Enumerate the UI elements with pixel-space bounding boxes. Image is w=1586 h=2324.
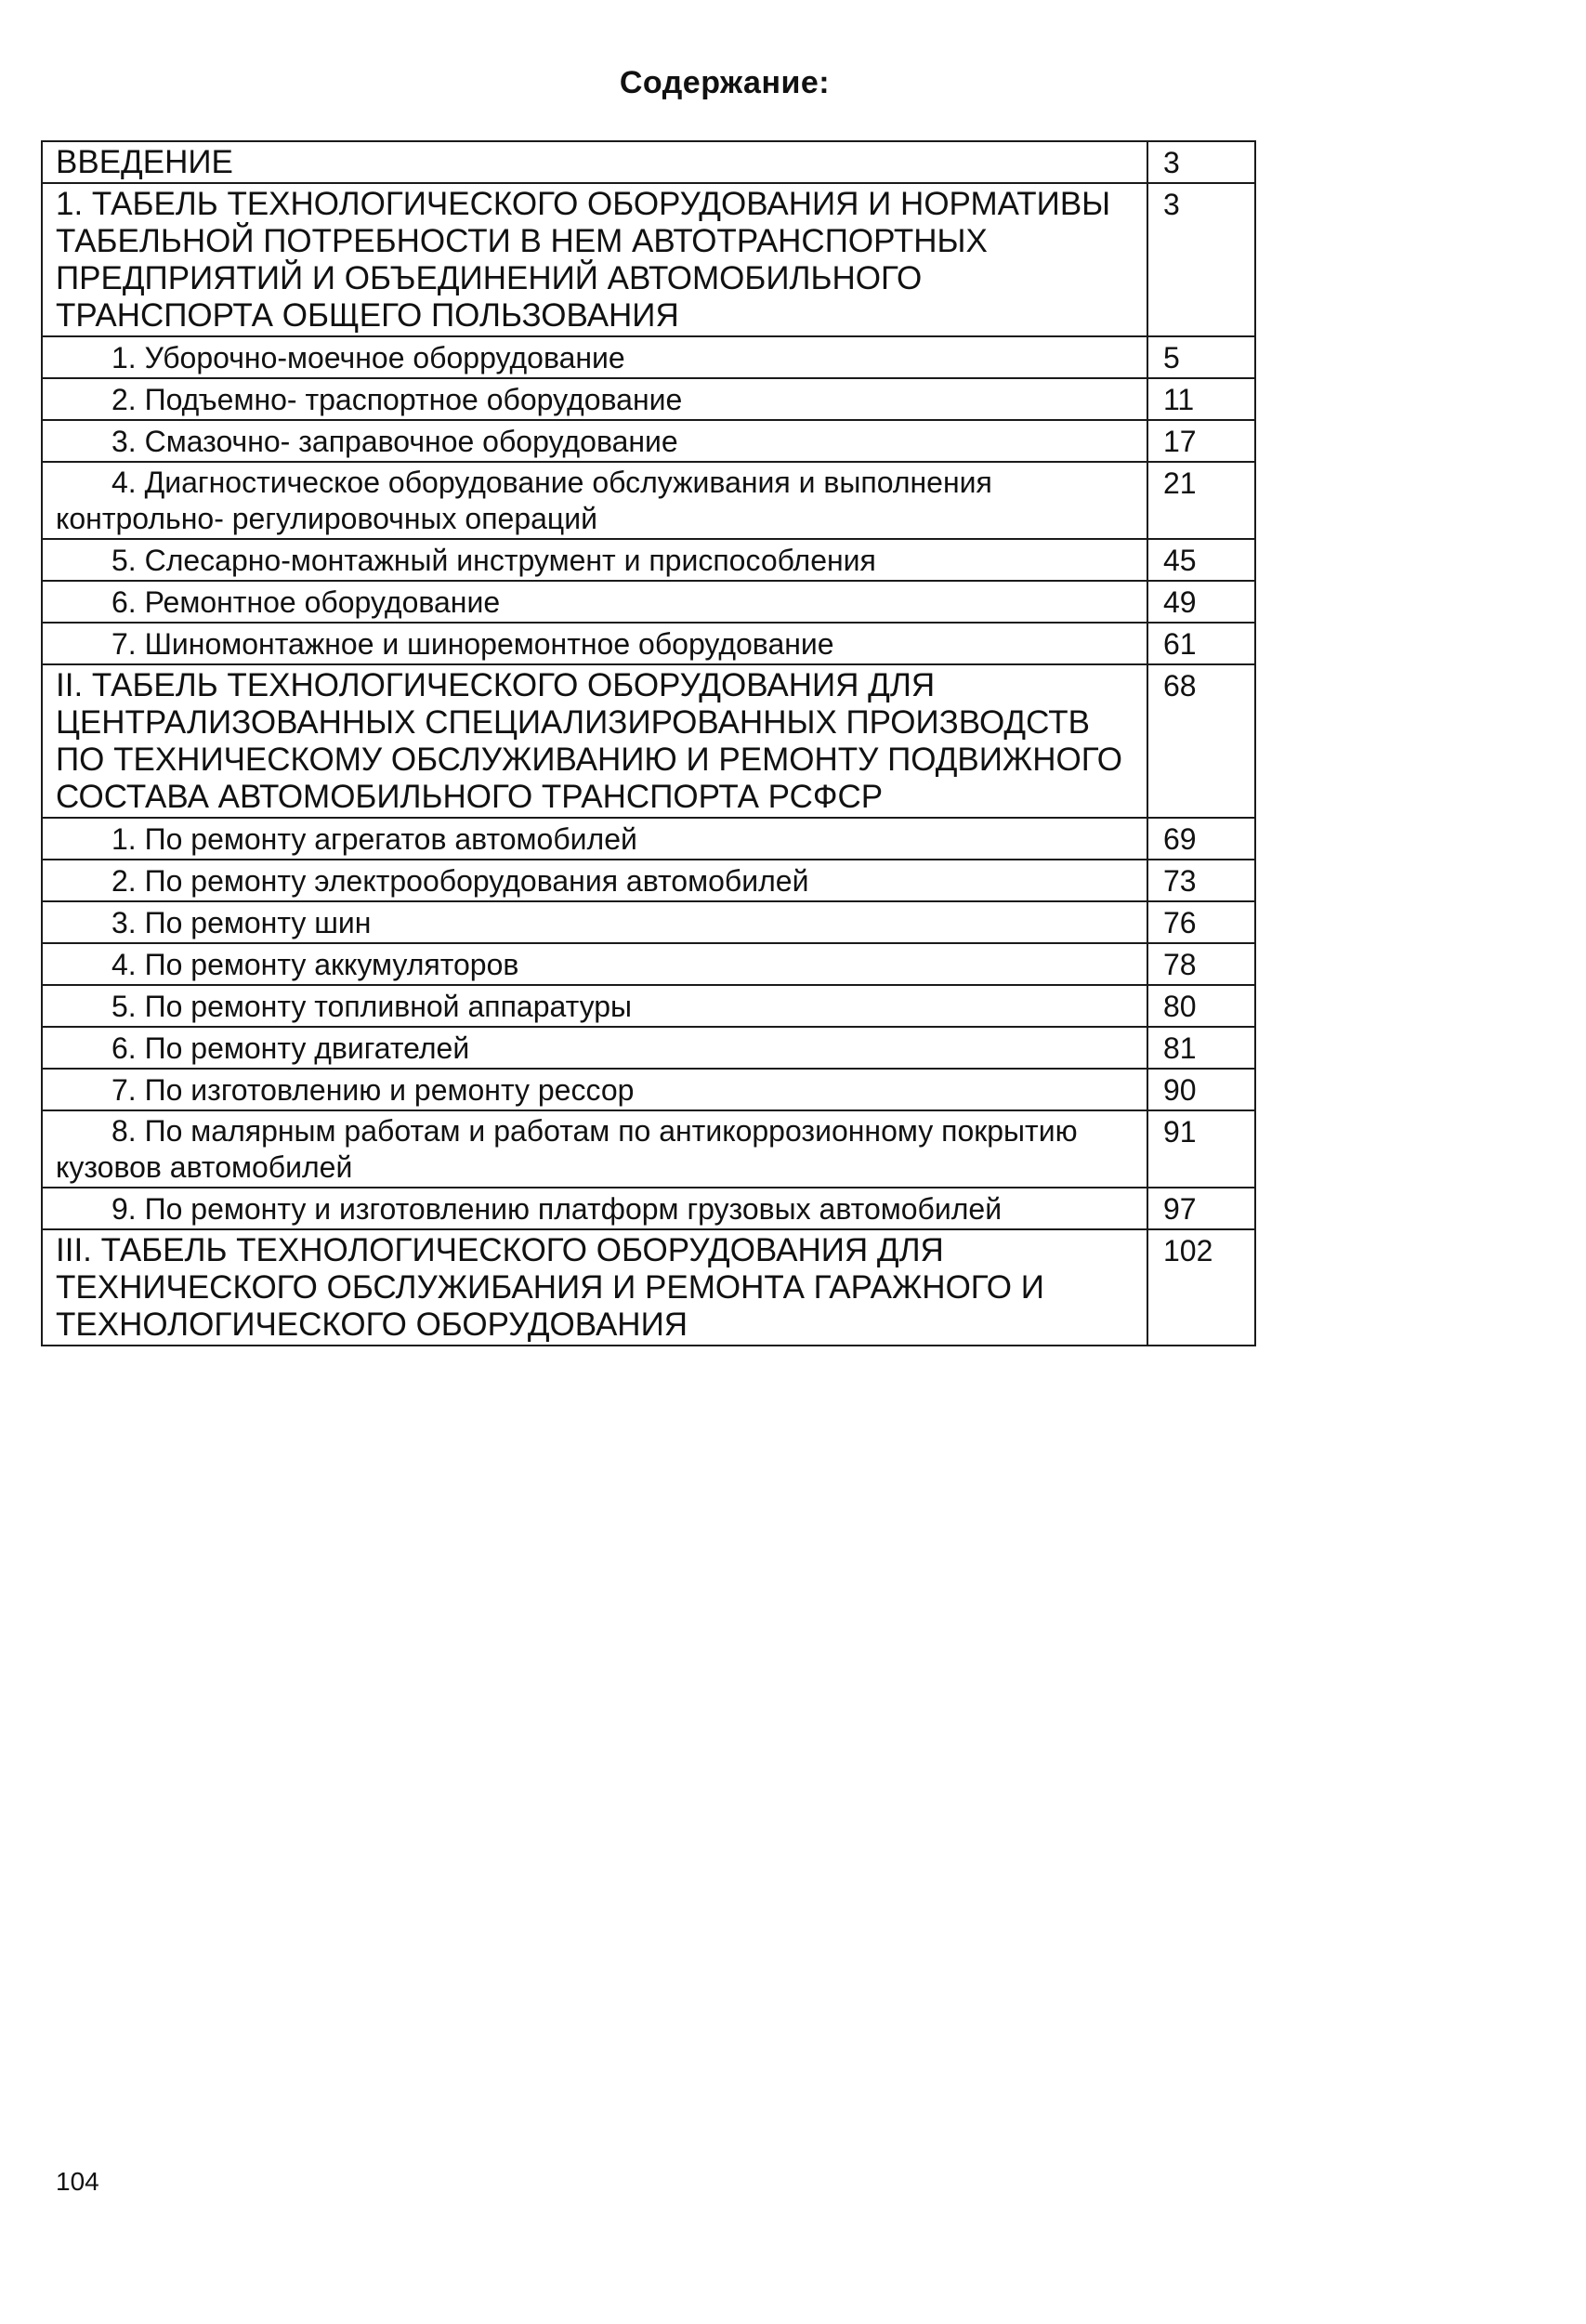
toc-page-cell	[1147, 378, 1255, 420]
toc-entry-title: ВВЕДЕНИЕ	[56, 144, 233, 180]
table-row	[42, 378, 1255, 420]
toc-page-cell	[1147, 623, 1255, 664]
table-row	[42, 901, 1255, 943]
toc-entry-title: 1. По ремонту агрегатов автомобилей	[111, 822, 637, 856]
table-row	[42, 664, 1255, 818]
toc-entry-cell	[42, 183, 1147, 336]
toc-page-cell	[1147, 1188, 1255, 1229]
table-row	[42, 462, 1255, 539]
toc-entry-cell	[42, 860, 1147, 901]
toc-page-cell	[1147, 141, 1255, 183]
toc-entry-cell	[42, 901, 1147, 943]
table-row	[42, 943, 1255, 985]
toc-page-cell	[1147, 183, 1255, 336]
toc-entry-title: 6. Ремонтное оборудование	[111, 585, 501, 619]
table-row	[42, 581, 1255, 623]
toc-page-cell	[1147, 420, 1255, 462]
table-row	[42, 1229, 1255, 1346]
toc-page-cell	[1147, 943, 1255, 985]
toc-page-number: 76	[1163, 906, 1197, 939]
toc-entry-title: 7. По изготовлению и ремонту рессор	[111, 1073, 635, 1107]
toc-page-number: 61	[1163, 627, 1197, 661]
toc-page-cell	[1147, 901, 1255, 943]
toc-entry-title: 1. ТАБЕЛЬ ТЕХНОЛОГИЧЕСКОГО ОБОРУДОВАНИЯ И НОРМАТИВЫ ТАБЕЛЬНОЙ ПОТРЕБНОСТИ В НЕМ АВТОТРАНСПОРТНЫХ ПРЕДПРИЯТИЙ И ОБЪЕДИНЕНИЙ АВТОМОБИЛЬНОГО ТРАНСПОРТА ОБЩЕГО ПОЛЬЗОВАНИЯ	[56, 186, 1111, 334]
toc-entry-title: 4. По ремонту аккумуляторов	[111, 948, 519, 981]
toc-entry-cell	[42, 1069, 1147, 1110]
page-number: 104	[56, 2167, 99, 2196]
toc-page-cell	[1147, 1229, 1255, 1346]
table-row	[42, 1110, 1255, 1188]
toc-entry-title: 8. По малярным работам и работам по антикоррозионному покрытию кузовов автомобилей	[56, 1114, 1078, 1184]
toc-page-cell	[1147, 1027, 1255, 1069]
toc-entry-title: 5. По ремонту топливной аппаратуры	[111, 990, 633, 1023]
toc-entry-cell	[42, 1027, 1147, 1069]
toc-entry-cell	[42, 1188, 1147, 1229]
toc-entry-cell	[42, 141, 1147, 183]
toc-entry-title: 1. Уборочно-моечное оборрудование	[111, 341, 625, 374]
toc-entry-cell	[42, 1110, 1147, 1188]
toc-page-cell	[1147, 860, 1255, 901]
toc-entry-title: III. ТАБЕЛЬ ТЕХНОЛОГИЧЕСКОГО ОБОРУДОВАНИЯ ДЛЯ ТЕХНИЧЕСКОГО ОБСЛУЖИБАНИЯ И РЕМОНТА ГАРАЖНОГО И ТЕХНОЛОГИЧЕСКОГО ОБОРУДОВАНИЯ	[56, 1232, 1044, 1343]
table-row	[42, 1027, 1255, 1069]
toc-entry-cell	[42, 818, 1147, 860]
toc-entry-cell	[42, 420, 1147, 462]
page-title: Содержание:	[619, 65, 831, 100]
toc-entry-title: 2. Подъемно- траспортное оборудование	[111, 383, 683, 416]
toc-page-number: 11	[1163, 383, 1195, 416]
toc-page-number: 73	[1163, 864, 1197, 898]
toc-entry-title: 5. Слесарно-монтажный инструмент и приспособления	[111, 544, 876, 577]
toc-page-number: 90	[1163, 1073, 1197, 1107]
toc-entry-cell	[42, 943, 1147, 985]
table-row	[42, 985, 1255, 1027]
toc-page-number: 21	[1163, 466, 1197, 500]
toc-page-number: 91	[1163, 1115, 1197, 1149]
toc-entry-cell	[42, 336, 1147, 378]
toc-entry-title: 3. По ремонту шин	[111, 906, 372, 939]
toc-entry-cell	[42, 539, 1147, 581]
table-row	[42, 1188, 1255, 1229]
toc-page-number: 3	[1163, 146, 1180, 179]
toc-page-number: 81	[1163, 1031, 1197, 1065]
toc-page-number: 5	[1163, 341, 1180, 374]
table-row	[42, 539, 1255, 581]
toc-page-number: 80	[1163, 990, 1197, 1023]
toc-page-number: 49	[1163, 585, 1197, 619]
toc-entry-cell	[42, 985, 1147, 1027]
toc-entry-title: 7. Шиномонтажное и шиноремонтное оборудование	[111, 627, 834, 661]
toc-page-number: 17	[1163, 425, 1197, 458]
table-row	[42, 336, 1255, 378]
table-row	[42, 623, 1255, 664]
toc-page-cell	[1147, 985, 1255, 1027]
toc-entry-title: II. ТАБЕЛЬ ТЕХНОЛОГИЧЕСКОГО ОБОРУДОВАНИЯ ДЛЯ ЦЕНТРАЛИЗОВАННЫХ СПЕЦИАЛИЗИРОВАННЫХ ПРОИЗВОДСТВ ПО ТЕХНИЧЕСКОМУ ОБСЛУЖИВАНИЮ И РЕМОНТУ ПОДВИЖНОГО СОСТАВА АВТОМОБИЛЬНОГО ТРАНСПОРТА РСФСР	[56, 667, 1122, 815]
toc-entry-cell	[42, 664, 1147, 818]
toc-entry-cell	[42, 1229, 1147, 1346]
toc-page-number: 68	[1163, 669, 1197, 702]
toc-page-cell	[1147, 818, 1255, 860]
toc-page-number: 102	[1163, 1234, 1213, 1267]
table-row	[42, 860, 1255, 901]
toc-entry-title: 4. Диагностическое оборудование обслуживания и выполнения контрольно- регулировочных операций	[56, 466, 992, 535]
toc-page-number: 3	[1163, 188, 1180, 221]
table-row	[42, 141, 1255, 183]
toc-entry-cell	[42, 623, 1147, 664]
table-row	[42, 420, 1255, 462]
toc-page-cell	[1147, 539, 1255, 581]
toc-page-number: 78	[1163, 948, 1197, 981]
table-row	[42, 1069, 1255, 1110]
table-of-contents	[41, 140, 1256, 1346]
toc-entry-title: 9. По ремонту и изготовлению платформ грузовых автомобилей	[111, 1192, 1003, 1226]
toc-page-cell	[1147, 664, 1255, 818]
toc-entry-cell	[42, 378, 1147, 420]
toc-page-cell	[1147, 1110, 1255, 1188]
toc-page-cell	[1147, 462, 1255, 539]
toc-page-number: 45	[1163, 544, 1197, 577]
table-row	[42, 818, 1255, 860]
toc-page-cell	[1147, 581, 1255, 623]
table-row	[42, 183, 1255, 336]
toc-entry-title: 6. По ремонту двигателей	[111, 1031, 470, 1065]
toc-entry-cell	[42, 581, 1147, 623]
toc-page-number: 97	[1163, 1192, 1197, 1226]
toc-entry-cell	[42, 462, 1147, 539]
toc-entry-title: 3. Смазочно- заправочное оборудование	[111, 425, 678, 458]
toc-page-cell	[1147, 1069, 1255, 1110]
toc-entry-title: 2. По ремонту электрооборудования автомобилей	[111, 864, 809, 898]
toc-page-cell	[1147, 336, 1255, 378]
toc-page-number: 69	[1163, 822, 1197, 856]
